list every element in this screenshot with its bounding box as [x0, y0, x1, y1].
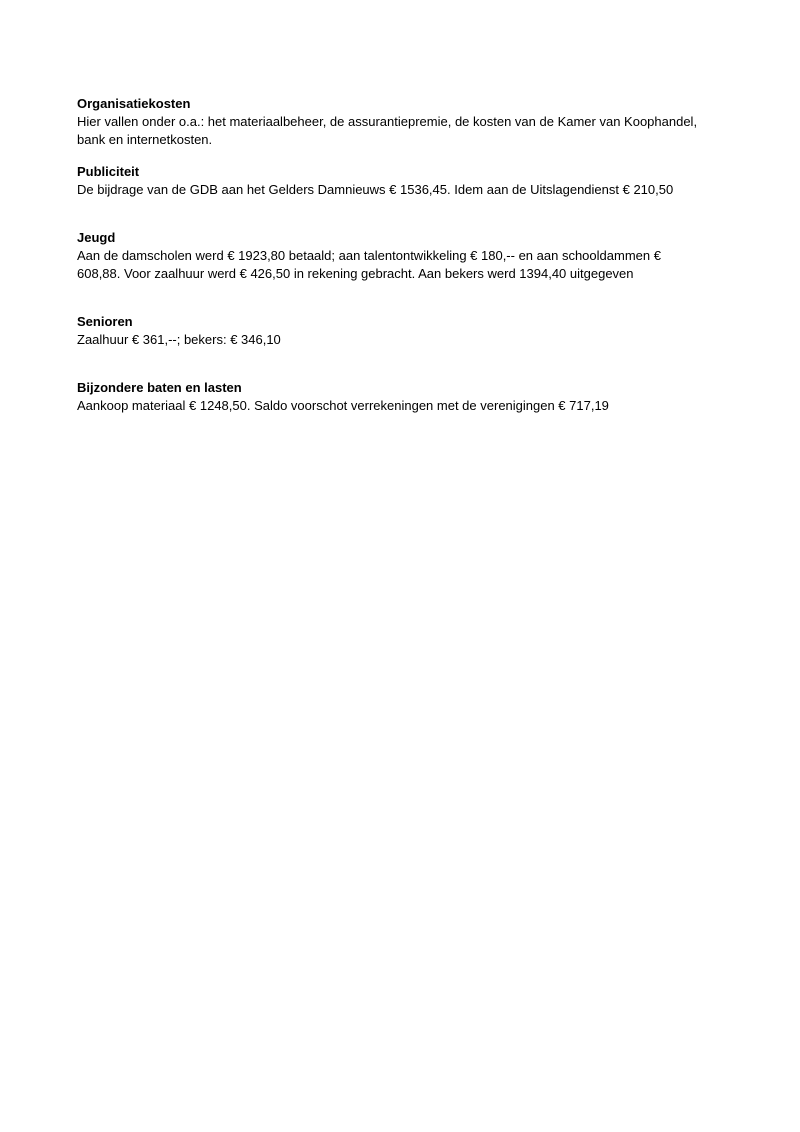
section-text [77, 397, 727, 415]
section-heading: Senioren [77, 314, 133, 329]
section-heading: Jeugd [77, 230, 116, 245]
section-publiciteit [77, 163, 727, 199]
section-jeugd [77, 229, 727, 283]
text-line: bank en internetkosten. [77, 132, 213, 147]
section-heading: Publiciteit [77, 164, 140, 179]
section-organisatiekosten [77, 95, 727, 149]
section-senioren [77, 313, 727, 349]
text-line: Aan de damscholen werd € 1923,80 betaald; aan talentontwikkeling € 180,-- en aan schooldammen € [77, 248, 661, 263]
section-text [77, 331, 727, 349]
section-text [77, 247, 727, 283]
section-bijzondere-baten-en-lasten [77, 379, 727, 415]
text-line: De bijdrage van de GDB aan het Gelders Damnieuws € 1536,45. Idem aan de Uitslagendienst € 210,50 [77, 182, 674, 197]
section-text [77, 113, 727, 149]
section-heading: Bijzondere baten en lasten [77, 380, 242, 395]
text-line: 608,88. Voor zaalhuur werd € 426,50 in rekening gebracht. Aan bekers werd 1394,40 uitgegeven [77, 266, 634, 281]
section-heading: Organisatiekosten [77, 96, 191, 111]
text-line: Aankoop materiaal € 1248,50. Saldo voorschot verrekeningen met de verenigingen € 717,19 [77, 398, 609, 413]
text-line: Zaalhuur € 361,--; bekers: € 346,10 [77, 332, 281, 347]
document-content [77, 95, 727, 415]
text-line: Hier vallen onder o.a.: het materiaalbeheer, de assurantiepremie, de kosten van de Kamer van Koophandel, [77, 114, 698, 129]
section-text [77, 181, 727, 199]
